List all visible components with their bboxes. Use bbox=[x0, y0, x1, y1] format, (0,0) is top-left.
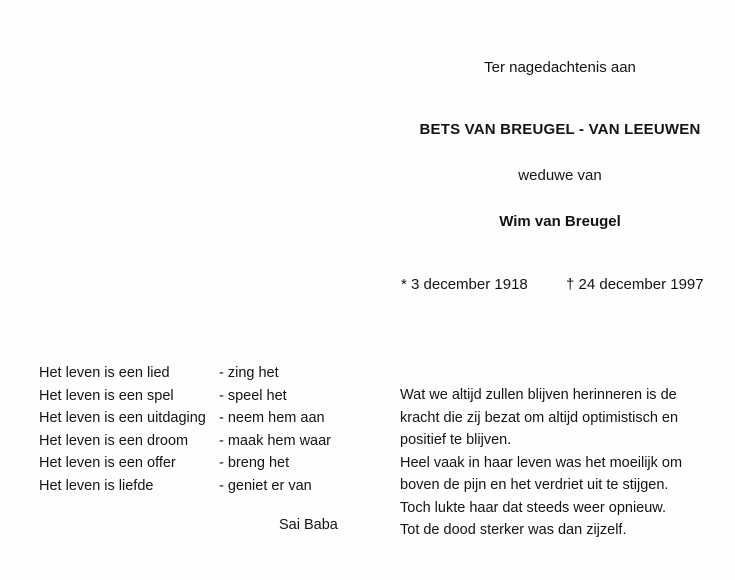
birth-date: * 3 december 1918 bbox=[401, 276, 528, 293]
tribute-line: Heel vaak in haar leven was het moeilijk om bbox=[400, 454, 683, 471]
poem-line-left: Het leven is een spel bbox=[39, 387, 174, 404]
fold-line bbox=[367, 0, 368, 580]
poem-line-left: Het leven is een droom bbox=[39, 432, 189, 449]
tribute-line: kracht die zij bezat om altijd optimistisch en bbox=[400, 409, 679, 426]
poem-line-right: - zing het bbox=[219, 365, 279, 381]
tribute-line: positief te blijven. bbox=[400, 432, 512, 448]
husband-name: Wim van Breugel bbox=[499, 213, 621, 230]
poem-line-right: - breng het bbox=[219, 455, 290, 471]
poem-line-left: Het leven is een uitdaging bbox=[39, 410, 206, 426]
poem-line-right: - speel het bbox=[219, 387, 287, 404]
poem-line-right: - neem hem aan bbox=[219, 410, 325, 426]
tribute-text bbox=[400, 384, 710, 542]
deceased-name: BETS VAN BREUGEL - VAN LEEUWEN bbox=[419, 121, 701, 138]
poem-line-left: Het leven is een lied bbox=[39, 365, 170, 381]
poem-author: Sai Baba bbox=[279, 517, 338, 533]
poem-line-left: Het leven is liefde bbox=[39, 477, 154, 494]
intro-text: Ter nagedachtenis aan bbox=[484, 59, 636, 76]
widow-of-text: weduwe van bbox=[518, 167, 602, 184]
death-date: † 24 december 1997 bbox=[566, 276, 704, 293]
tribute-line: Toch lukte haar dat steeds weer opnieuw. bbox=[400, 499, 666, 516]
tribute-line: boven de pijn en het verdriet uit te stijgen. bbox=[400, 477, 669, 493]
poem-line-right: - geniet er van bbox=[219, 477, 312, 494]
poem-line-left: Het leven is een offer bbox=[39, 455, 176, 471]
tribute-line: Tot de dood sterker was dan zijzelf. bbox=[400, 522, 627, 538]
tribute-line: Wat we altijd zullen blijven herinneren is de bbox=[400, 387, 677, 403]
poem-line-right: - maak hem waar bbox=[219, 432, 332, 449]
